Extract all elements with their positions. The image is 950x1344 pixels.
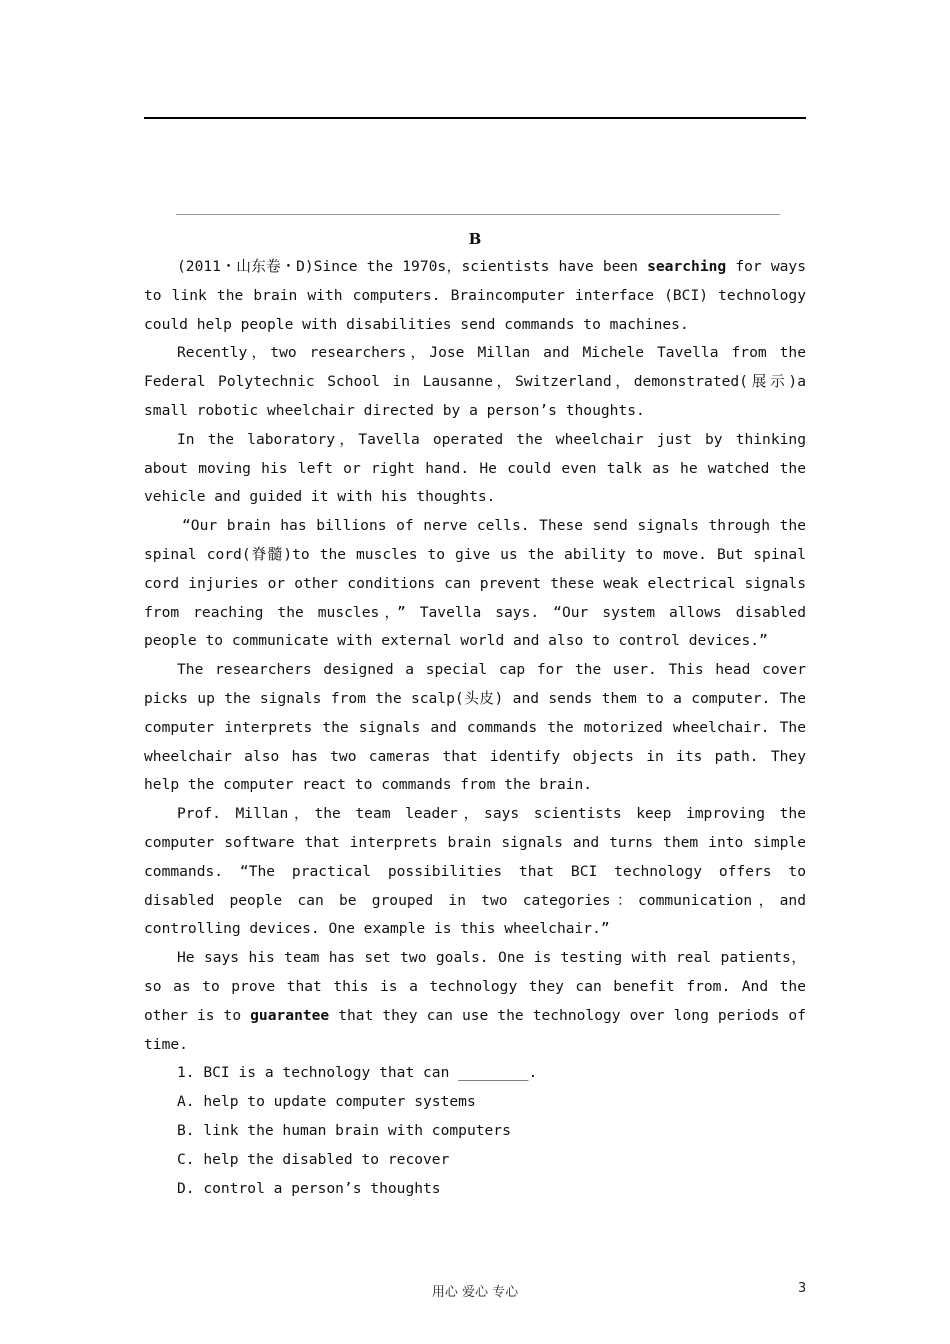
page-number: 3 (798, 1281, 807, 1296)
paragraph-5: The researchers designed a special cap for the user. This head cover picks up the signals from the scalp(头皮) and sends them to a computer. The computer interprets the signals and commands the motorized wheelchair. The wheelchair also has two cameras that identify objects in its path. They help the computer react to commands from the brain. (144, 661, 806, 794)
option-a: A. help to update computer systems (177, 1093, 476, 1111)
footer-text: 用心 爱心 专心 (431, 1285, 519, 1300)
paragraph-1-text-b: for ways to link the brain with computers. Braincomputer interface (BCI) technology could help people with disabilities send commands to machines. (144, 258, 806, 333)
header-rule (144, 117, 806, 119)
paragraph-4: “Our brain has billions of nerve cells. These send signals through the spinal cord(脊髓)to the muscles to give us the ability to move. But spinal cord injuries or other conditions can prevent these weak electrical signals from reaching the muscles，” Tavella says. “Our system allows disabled people to communicate with external world and also to control devices.” (144, 517, 806, 650)
paragraph-7 (144, 944, 806, 1059)
paragraph-2: Recently，two researchers，Jose Millan and Michele Tavella from the Federal Polytechnic School in Lausanne，Switzerland，demonstrated(展示)a small robotic wheelchair directed by a person’s thoughts. (144, 344, 806, 419)
option-b: B. link the human brain with computers (177, 1121, 511, 1139)
section-divider (176, 214, 780, 215)
question-stem: 1. BCI is a technology that can ________. (177, 1064, 538, 1082)
paragraph-1-text-a: (2011・山东卷・D)Since the 1970s，scientists have been (177, 258, 648, 275)
option-c: C. help the disabled to recover (177, 1150, 450, 1168)
section-heading: B (468, 230, 482, 248)
paragraph-7-text-b: that they can use the technology over long periods of time. (144, 1006, 806, 1053)
passage (144, 253, 806, 1203)
option-d: D. control a person’s thoughts (177, 1179, 441, 1197)
bold-word-searching: searching (647, 258, 727, 275)
paragraph-6: Prof. Millan，the team leader，says scientists keep improving the computer software that interprets brain signals and turns them into simple commands. “The practical possibilities that BCI technology offers to disabled people can be grouped in two categories：communication，and controlling devices. One example is this wheelchair.” (144, 805, 806, 938)
bold-word-guarantee: guarantee (250, 1006, 330, 1024)
paragraph-7-text-a: He says his team has set two goals. One is testing with real patients，so as to prove that this is a technology they can benefit from. And the other is to (144, 949, 806, 1024)
paragraph-3: In the laboratory，Tavella operated the wheelchair just by thinking about moving his left or right hand. He could even talk as he watched the vehicle and guided it with his thoughts. (144, 430, 806, 506)
paragraph-1 (144, 253, 806, 339)
